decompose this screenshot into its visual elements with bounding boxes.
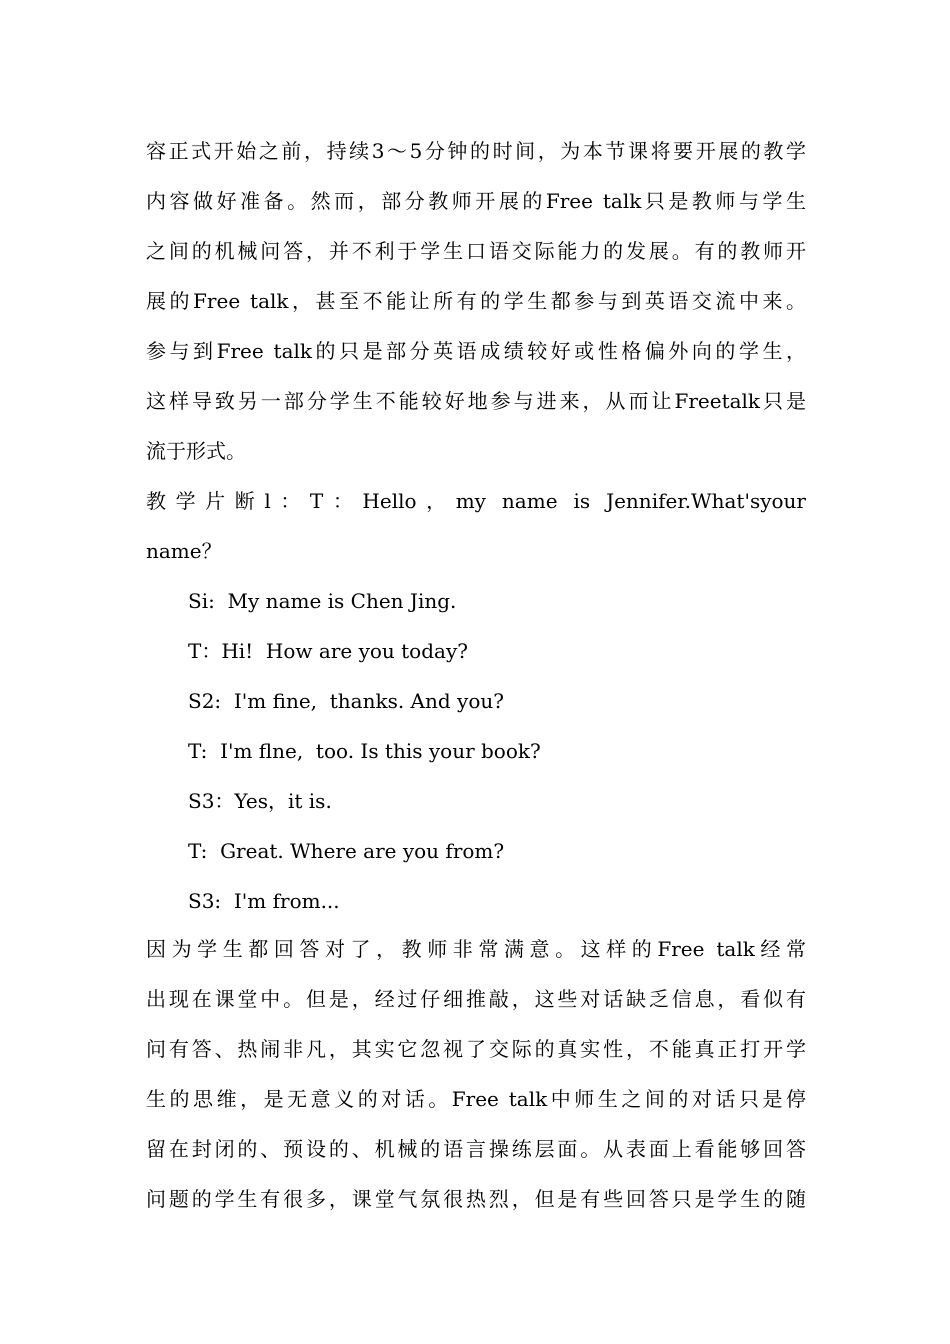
text-line: 展的Free talk，甚至不能让所有的学生都参与到英语交流中来。	[146, 289, 806, 313]
text-line: 问有答、热闹非凡，其实它忽视了交际的真实性，不能真正打开学	[146, 1037, 806, 1061]
text-line: 留在封闭的、预设的、机械的语言操练层面。从表面上看能够回答	[146, 1137, 806, 1161]
excerpt-heading: 教学片断l：T：Hello，my name is Jennifer.What'syour	[146, 489, 806, 513]
dialog-line: S3: I'm from...	[188, 889, 340, 913]
text-line: 生的思维，是无意义的对话。Free talk中师生之间的对话只是停	[146, 1087, 806, 1111]
text-line: 之间的机械问答，并不利于学生口语交际能力的发展。有的教师开	[146, 239, 806, 263]
text-line: 问题的学生有很多，课堂气氛很热烈，但是有些回答只是学生的随	[146, 1187, 806, 1211]
text-line: 这样导致另一部分学生不能较好地参与进来，从而让Freetalk只是	[146, 389, 806, 413]
text-line: 流于形式。	[146, 439, 246, 463]
dialog-line: T：Hi! How are you today?	[188, 639, 468, 663]
dialog-line: S3：Yes，it is.	[188, 789, 332, 813]
dialog-line: T: Great. Where are you from?	[188, 839, 505, 863]
dialog-line: Si: My name is Chen Jing.	[188, 589, 457, 613]
text-line: 容正式开始之前，持续3～5分钟的时间，为本节课将要开展的教学	[146, 139, 806, 163]
text-line: 因为学生都回答对了，教师非常满意。这样的Free talk经常	[146, 937, 806, 961]
excerpt-heading-continued: name？	[146, 539, 222, 563]
dialog-line: T: I'm flne, too. Is this your book?	[188, 739, 541, 763]
text-line: 出现在课堂中。但是，经过仔细推敲，这些对话缺乏信息，看似有	[146, 987, 806, 1011]
text-line: 内容做好准备。然而，部分教师开展的Free talk只是教师与学生	[146, 189, 806, 213]
dialog-line: S2: I'm fine, thanks. And you?	[188, 689, 504, 713]
text-line: 参与到Free talk的只是部分英语成绩较好或性格偏外向的学生，	[146, 339, 806, 363]
